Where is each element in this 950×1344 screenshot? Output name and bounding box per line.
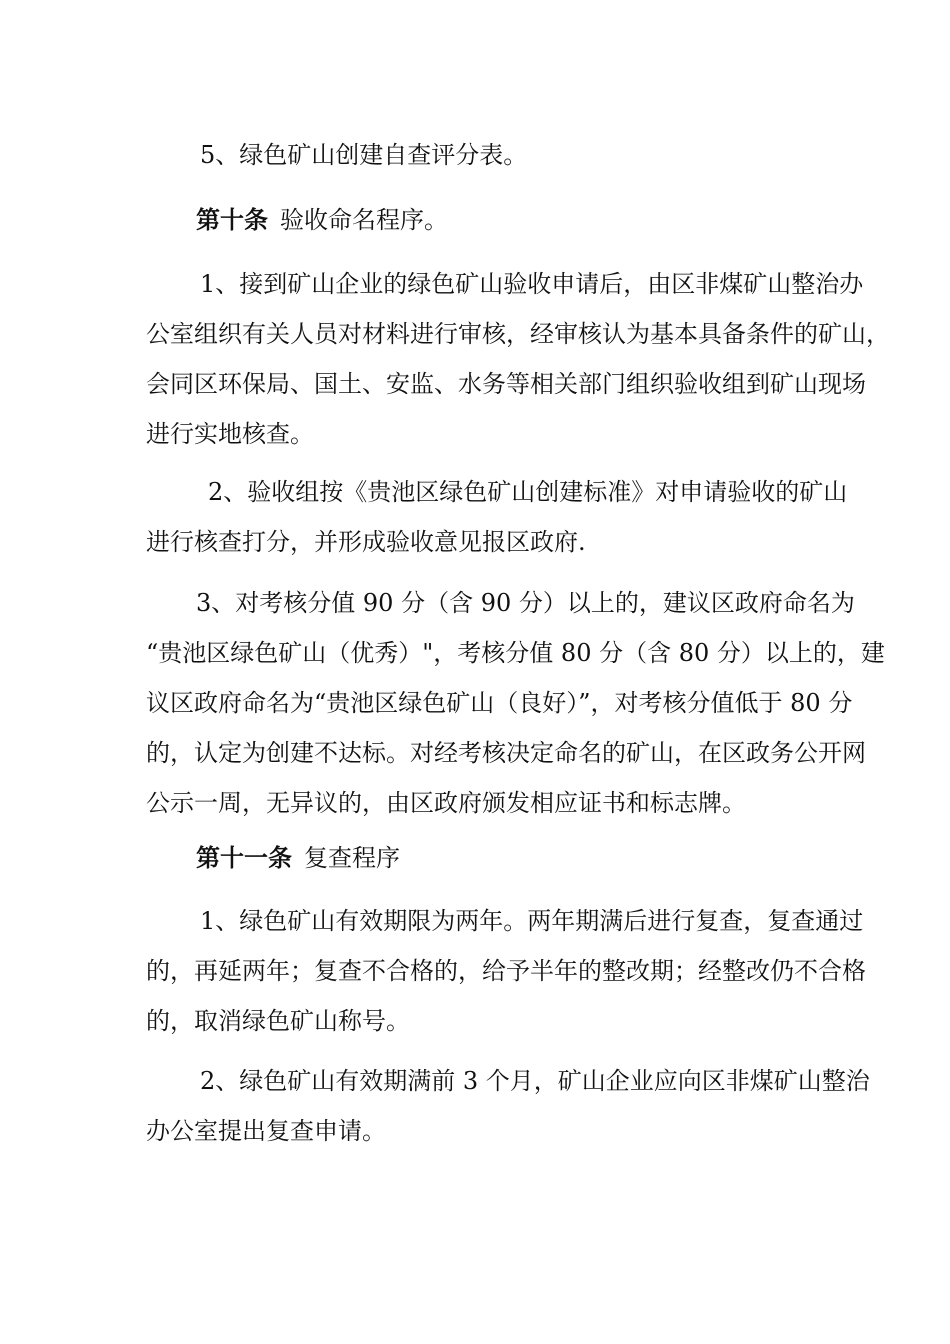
article-10-number: 第十条 [196,205,268,234]
paragraph-line: 进行实地核查。 [146,420,314,448]
paragraph-line: 议区政府命名为“贵池区绿色矿山（良好）”，对考核分值低于 80 分 [146,689,853,717]
item-5-paragraph [146,130,802,180]
item-5-line: 5、绿色矿山创建自查评分表。 [200,141,528,169]
article-11-heading [196,833,400,883]
paragraph-line: 3、对考核分值 90 分（含 90 分）以上的，建议区政府命名为 [196,589,855,617]
paragraph-line: 1、接到矿山企业的绿色矿山验收申请后，由区非煤矿山整治办 [200,270,864,298]
paragraph-line: 会同区环保局、国土、安监、水务等相关部门组织验收组到矿山现场 [146,370,866,398]
article-11-title: 复查程序 [304,844,400,872]
paragraph-line: 的，认定为创建不达标。对经考核决定命名的矿山，在区政务公开网 [146,739,866,767]
article-10-paragraph-1 [146,259,890,459]
paragraph-line: 2、绿色矿山有效期满前 3 个月，矿山企业应向区非煤矿山整治 [200,1067,870,1095]
paragraph-line: 的，取消绿色矿山称号。 [146,1007,410,1035]
article-10-paragraph-2 [146,467,848,567]
article-10-title: 验收命名程序。 [280,206,448,234]
article-11-paragraph-1 [146,896,866,1046]
article-10-paragraph-3 [146,578,885,828]
article-11-number: 第十一条 [196,843,292,872]
paragraph-line: 进行核查打分，并形成验收意见报区政府. [146,528,586,556]
paragraph-line: 1、绿色矿山有效期限为两年。两年期满后进行复查，复查通过 [200,907,864,935]
paragraph-line: 的，再延两年；复查不合格的，给予半年的整改期；经整改仍不合格 [146,957,866,985]
paragraph-line: 办公室提出复查申请。 [146,1117,386,1145]
paragraph-line: “贵池区绿色矿山（优秀）"，考核分值 80 分（含 80 分）以上的，建 [146,639,885,667]
article-11-paragraph-2 [146,1056,870,1156]
paragraph-line: 2、验收组按《贵池区绿色矿山创建标准》对申请验收的矿山 [208,478,848,506]
paragraph-line: 公示一周，无异议的，由区政府颁发相应证书和标志牌。 [146,789,746,817]
article-10-heading [196,195,448,245]
paragraph-line: 公室组织有关人员对材料进行审核，经审核认为基本具备条件的矿山， [146,320,890,348]
